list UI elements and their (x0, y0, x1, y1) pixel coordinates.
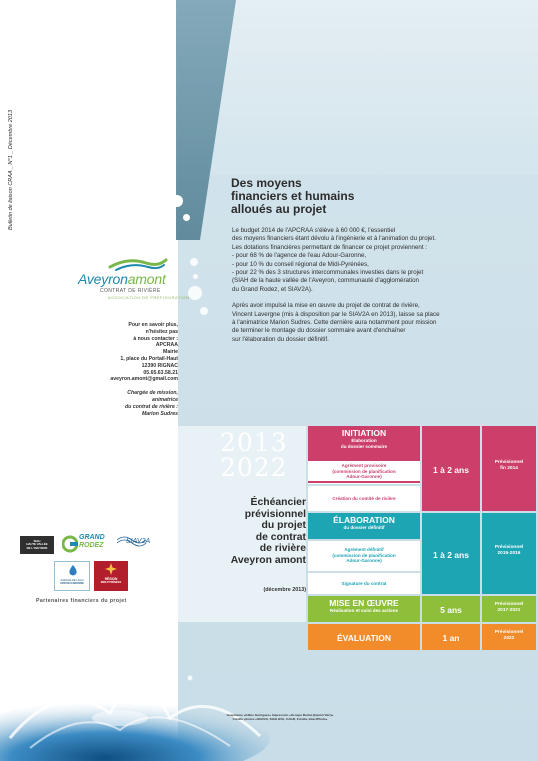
step-line: Adour-Garonne) (346, 558, 382, 564)
step-line: Agrément définitif (344, 547, 384, 552)
phase-elaboration-duration (422, 513, 480, 594)
step-line: (commission de planification (332, 552, 396, 558)
duration-text: 1 à 2 ans (433, 465, 469, 475)
schedule-heading-line: de contrat (255, 531, 306, 543)
siah-logo-text: DE L'AVEYRON (26, 545, 48, 550)
phase-row-evaluation (308, 624, 536, 650)
article-title-line: Des moyens (231, 176, 302, 190)
step-agrement-definitif (308, 541, 420, 571)
logo-name-part1: Aveyron (78, 271, 128, 287)
phase-evaluation-duration (422, 624, 480, 650)
schedule-heading (186, 497, 306, 566)
contact-email[interactable]: aveyron.amont@gmail.com (110, 376, 178, 383)
phase-row-mise-en-oeuvre (308, 596, 536, 622)
year-start: 2013 (220, 428, 288, 457)
article-body (232, 227, 532, 352)
phase-name: ÉVALUATION (337, 633, 391, 643)
phase-mise-en-oeuvre-duration (422, 596, 480, 622)
bubble-decoration (193, 274, 198, 279)
schedule-heading-line: du projet (261, 520, 306, 531)
forecast-label: Prévisionnel (494, 630, 524, 635)
article-title-line: alloués au projet (231, 202, 327, 216)
paragraph-line: - pour 10 % du conseil régional de Midi-Pyrénées, (232, 260, 369, 268)
region-midi-pyrenees-logo (94, 561, 128, 591)
phase-evaluation-forecast (482, 624, 536, 650)
step-agrement-provisoire (308, 461, 420, 481)
bubble-decoration (188, 286, 202, 300)
siah-logo-text: SIAH (33, 539, 41, 543)
contact-intro: n'hésitez pas (145, 328, 178, 335)
step-line: Agrément provisoire (341, 463, 387, 468)
paragraph-line: (SIAH de la haute vallée de l'Aveyron, communauté d'agglomération (232, 277, 419, 285)
contact-address: 1, place du Portail-Haut (120, 355, 178, 362)
adour-garonne-text: ADOUR-GARONNE (60, 582, 84, 585)
bubble-decoration (183, 214, 190, 221)
siah-logo-text: HAUTE VALLÉE (26, 542, 48, 547)
contact-role: Chargée de mission, (127, 390, 178, 397)
paragraph-line: de terminer le montage du dossier sommaire avant d'enchaîner (232, 327, 406, 335)
bubble-decoration (200, 307, 208, 315)
region-text: RÉGION (104, 577, 118, 581)
wave-icon (108, 257, 168, 271)
phase-sub: du dossier définitif (343, 525, 385, 530)
logo-name (78, 271, 166, 287)
paragraph-line: Le budget 2014 de l'APCRAA s'élève à 60 000 €, l'essentiel (232, 227, 396, 234)
phase-elaboration (308, 513, 420, 539)
forecast-label: Prévisionnel (494, 545, 524, 550)
paragraph-line: à l'animatrice Marion Sudres. Cette dernière aura notamment pour mission (232, 319, 437, 327)
article-paragraph-budget (232, 227, 532, 294)
contact-intro: Pour en savoir plus, (128, 322, 178, 328)
paragraph-line: sur l'élaboration du dossier définitif. (232, 335, 329, 343)
drop-icon (66, 564, 80, 578)
article-title-line: financiers et humains (231, 189, 355, 203)
step-comite-riviere (308, 486, 420, 511)
phase-initiation-duration (422, 426, 480, 511)
contact-role: du contrat de rivière : (124, 403, 178, 410)
step-line: (commission de planification (332, 468, 396, 474)
siav2a-text: SIAV2A (126, 538, 151, 545)
credits-line: Graphisme «Gilles Garrigues» Impression «Groupe Burlat (Imprim'Vert)» (226, 713, 334, 717)
phase-row-initiation (308, 426, 536, 484)
forecast-value: 2015-2016 (497, 551, 521, 556)
forecast-value: 2017-2021 (497, 608, 521, 613)
contact-address: Mairie (163, 349, 178, 356)
bulletin-vertical-label: Bulletin de liaison CRAA _ N°1 _ Décembre 2013 (8, 109, 14, 230)
schedule-heading-line: Échéancier (250, 497, 306, 508)
duration-text: 1 an (442, 633, 460, 643)
phase-sub: Réalisation et suivi des actions (329, 608, 399, 613)
partners-label: Partenaires financiers du projet (36, 598, 127, 604)
bubble-decoration (190, 258, 198, 266)
grand-rodez-text: GRAND (79, 534, 105, 541)
phase-mise-en-oeuvre-forecast (482, 596, 536, 622)
schedule-heading-line: Aveyron amont (230, 554, 306, 566)
paragraph-line: - pour 22 % des 3 structures intercommunales investies dans le projet (232, 269, 424, 277)
contact-org: APCRAA (155, 342, 178, 349)
step-line: Signature du contrat (341, 581, 387, 586)
contact-block (28, 322, 178, 417)
paragraph-line: des moyens financiers étant dévolu à l'ingénierie et à l'animation du projet. (232, 235, 436, 243)
article-title (231, 177, 354, 216)
schedule-heading-line: prévisionnel (244, 508, 306, 520)
phase-elaboration-forecast (482, 513, 536, 594)
schedule-heading-line: de rivière (259, 543, 306, 554)
contact-intro: à nous contacter : (133, 335, 178, 342)
logo-name-part2: amont (127, 271, 166, 287)
contact-phone: 05.65.63.58.21 (143, 369, 178, 376)
schedule-years (220, 430, 288, 480)
phase-initiation-forecast (482, 426, 536, 511)
duration-text: 1 à 2 ans (433, 550, 469, 560)
paragraph-line: - pour 68 % de l'agence de l'eau Adour-Garonne, (232, 252, 367, 260)
bubble-decoration (171, 195, 183, 207)
logo-subtitle-association: ASSOCIATION DE PRÉFIGURATION (108, 295, 190, 300)
credits-line: Crédits photos «SIAV2A, SIAH HVA, CAGR, Fotolia, IntactPhoto» (232, 717, 328, 721)
contact-address: 12390 RIGNAC (141, 362, 178, 369)
grand-rodez-logo (62, 532, 108, 558)
partner-logos (20, 528, 170, 608)
article-paragraph-animation (232, 302, 532, 344)
paragraph-line: Après avoir impulsé la mise en œuvre du projet de contrat de rivière, (232, 302, 420, 310)
schedule-date: (décembre 2013) (263, 587, 306, 593)
siah-logo (20, 536, 54, 554)
step-line: Adour-Garonne) (346, 474, 382, 480)
grand-rodez-icon (62, 535, 78, 553)
step-signature (308, 573, 420, 594)
phase-mise-en-oeuvre (308, 596, 420, 622)
duration-text: 5 ans (440, 605, 462, 615)
year-end: 2022 (220, 453, 288, 482)
phase-evaluation (308, 624, 420, 650)
cross-icon (105, 563, 117, 575)
forecast-label: Prévisionnel (494, 460, 524, 465)
forecast-value: fin 2014 (500, 466, 518, 471)
water-splash-illustration (0, 618, 280, 761)
adour-garonne-text: AGENCE DE L'EAU (60, 579, 84, 582)
paragraph-line: Vincent Lavergne (mis à disposition par le SIAV2A en 2013), laisse sa place (232, 310, 440, 318)
contact-role: animatrice (152, 396, 178, 403)
step-comite-riviere (308, 483, 420, 484)
paragraph-line: Les dotations financières permettant de financer ce projet proviennent : (232, 243, 428, 251)
credits (205, 713, 355, 721)
phase-name: INITIATION (341, 428, 387, 438)
paragraph-line: du Grand Rodez, et SIAV2A). (232, 285, 313, 293)
step-line: Création du comité de rivière (332, 496, 396, 501)
forecast-label: Prévisionnel (494, 602, 524, 607)
logo-subtitle: CONTRAT DE RIVIÈRE (100, 288, 161, 294)
phase-sub: du dossier sommaire (340, 443, 388, 449)
siav2a-logo (116, 532, 160, 552)
phase-name: MISE EN ŒUVRE (329, 598, 399, 608)
adour-garonne-logo (54, 561, 90, 591)
grand-rodez-text: RODEZ (79, 542, 104, 549)
contact-person: Marion Sudres (141, 410, 178, 417)
region-text: MIDI-PYRÉNÉES (100, 581, 122, 584)
phase-sub: Élaboration (351, 438, 377, 443)
forecast-value: 2022 (503, 636, 515, 641)
phase-name: ÉLABORATION (333, 515, 395, 525)
